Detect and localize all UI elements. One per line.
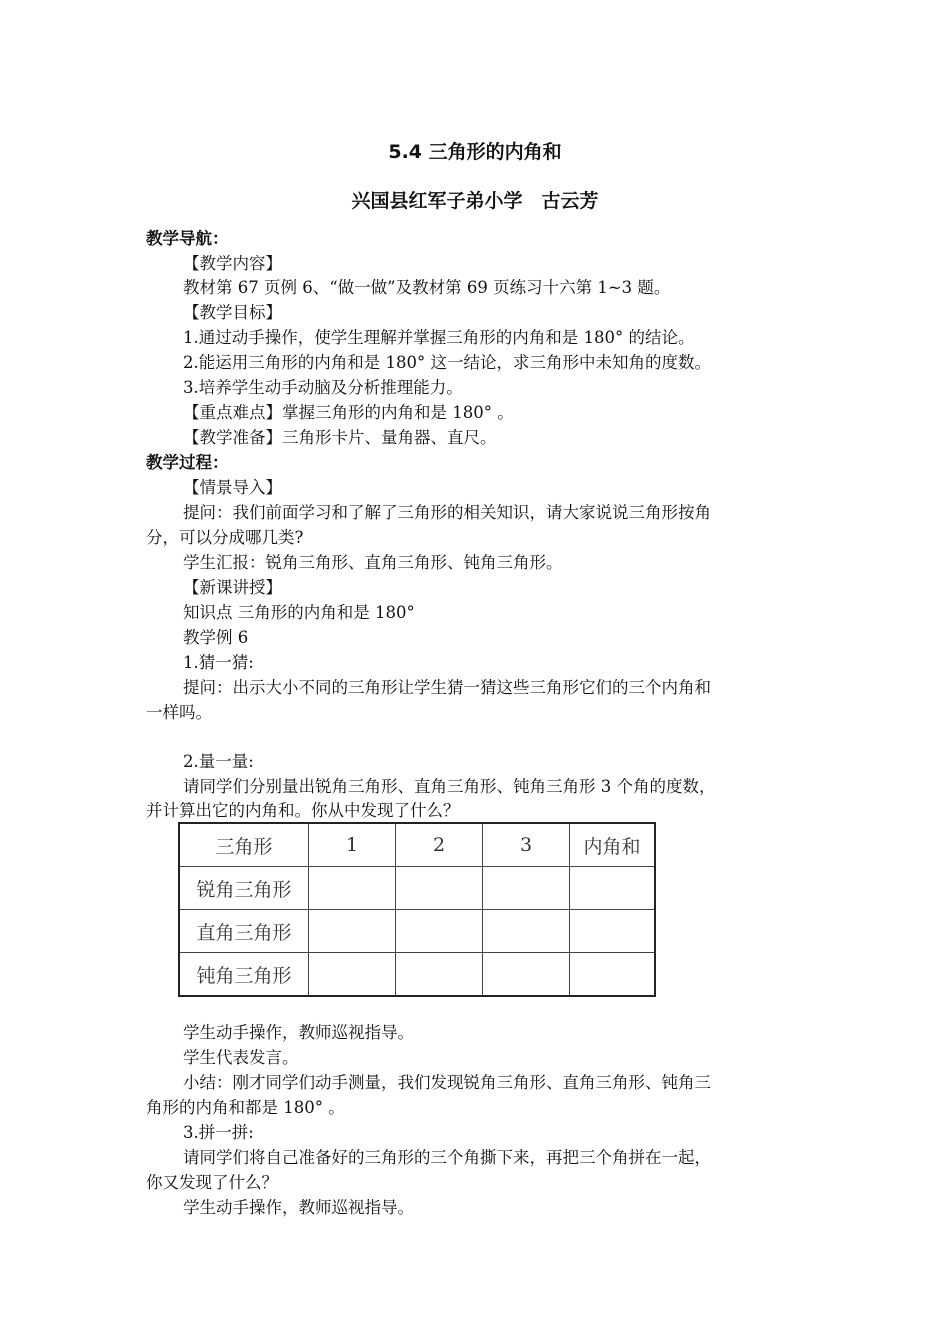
intro-question-line2: 分，可以分成哪几类? xyxy=(146,528,304,547)
table-row xyxy=(179,867,655,910)
page-title: 5.4 三角形的内角和 xyxy=(388,141,562,163)
after-table-line1: 学生动手操作，教师巡视指导。 xyxy=(183,1023,414,1042)
table-cell xyxy=(309,953,396,997)
table-row-label: 钝角三角形 xyxy=(179,953,309,997)
step2-line1: 请同学们分别量出锐角三角形、直角三角形、钝角三角形 3 个角的度数， xyxy=(183,777,716,796)
page-subtitle: 兴国县红军子弟小学 古云芳 xyxy=(351,190,599,212)
table-cell xyxy=(483,867,570,910)
example-label: 教学例 6 xyxy=(183,628,249,647)
table-header-cell: 三角形 xyxy=(179,823,309,867)
intro-label: 【情景导入】 xyxy=(183,478,282,497)
table-row-label: 直角三角形 xyxy=(179,910,309,953)
table-cell xyxy=(570,910,656,953)
table-cell xyxy=(309,867,396,910)
table-cell xyxy=(309,910,396,953)
goal-2: 2.能运用三角形的内角和是 180° 这一结论，求三角形中未知角的度数。 xyxy=(183,353,711,372)
step3-line1: 请同学们将自己准备好的三角形的三个角撕下来，再把三个角拼在一起， xyxy=(183,1148,711,1167)
step1-title: 1.猜一猜: xyxy=(183,653,254,672)
table-cell xyxy=(483,910,570,953)
table-cell xyxy=(483,953,570,997)
table-header-row xyxy=(179,823,655,867)
section-heading-process: 教学过程： xyxy=(146,453,229,472)
content-label: 【教学内容】 xyxy=(183,254,282,273)
table-header-cell: 3 xyxy=(483,823,570,867)
goal-3: 3.培养学生动手动脑及分析推理能力。 xyxy=(183,378,463,397)
content-text: 教材第 67 页例 6、“做一做”及教材第 69 页练习十六第 1~3 题。 xyxy=(183,278,671,297)
table-cell xyxy=(396,867,483,910)
table-cell xyxy=(396,953,483,997)
step2-title: 2.量一量: xyxy=(183,752,254,771)
knowledge-point: 知识点 三角形的内角和是 180° xyxy=(183,603,415,622)
table-cell xyxy=(570,867,656,910)
table-header-cell: 内角和 xyxy=(570,823,656,867)
step2-line2: 并计算出它的内角和。你从中发现了什么？ xyxy=(146,801,460,820)
table-header-cell: 2 xyxy=(396,823,483,867)
angle-measure-table xyxy=(178,822,656,997)
step1-line1: 提问：出示大小不同的三角形让学生猜一猜这些三角形它们的三个内角和 xyxy=(183,678,711,697)
table-cell xyxy=(570,953,656,997)
step3-line2: 你又发现了什么？ xyxy=(146,1173,278,1192)
goal-1: 1.通过动手操作，使学生理解并掌握三角形的内角和是 180° 的结论。 xyxy=(183,328,695,347)
step3-title: 3.拼一拼: xyxy=(183,1123,254,1142)
goals-label: 【教学目标】 xyxy=(183,303,282,322)
table-header-cell: 1 xyxy=(309,823,396,867)
table-row xyxy=(179,910,655,953)
section-heading-nav: 教学导航： xyxy=(146,229,229,248)
intro-question-line1: 提问：我们前面学习和了解了三角形的相关知识，请大家说说三角形按角 xyxy=(183,503,711,522)
key-points: 【重点难点】掌握三角形的内角和是 180° 。 xyxy=(183,403,514,422)
table-cell xyxy=(396,910,483,953)
table-row-label: 锐角三角形 xyxy=(179,867,309,910)
table-row xyxy=(179,953,655,997)
summary-line1: 小结：刚才同学们动手测量，我们发现锐角三角形、直角三角形、钝角三 xyxy=(183,1073,711,1092)
materials: 【教学准备】三角形卡片、量角器、直尺。 xyxy=(183,428,497,447)
intro-answer: 学生汇报：锐角三角形、直角三角形、钝角三角形。 xyxy=(183,553,563,572)
new-lesson-label: 【新课讲授】 xyxy=(183,578,282,597)
after-table-line2: 学生代表发言。 xyxy=(183,1048,299,1067)
step1-line2: 一样吗。 xyxy=(146,703,212,722)
summary-line2: 角形的内角和都是 180° 。 xyxy=(146,1098,345,1117)
step3-after: 学生动手操作，教师巡视指导。 xyxy=(183,1198,414,1217)
